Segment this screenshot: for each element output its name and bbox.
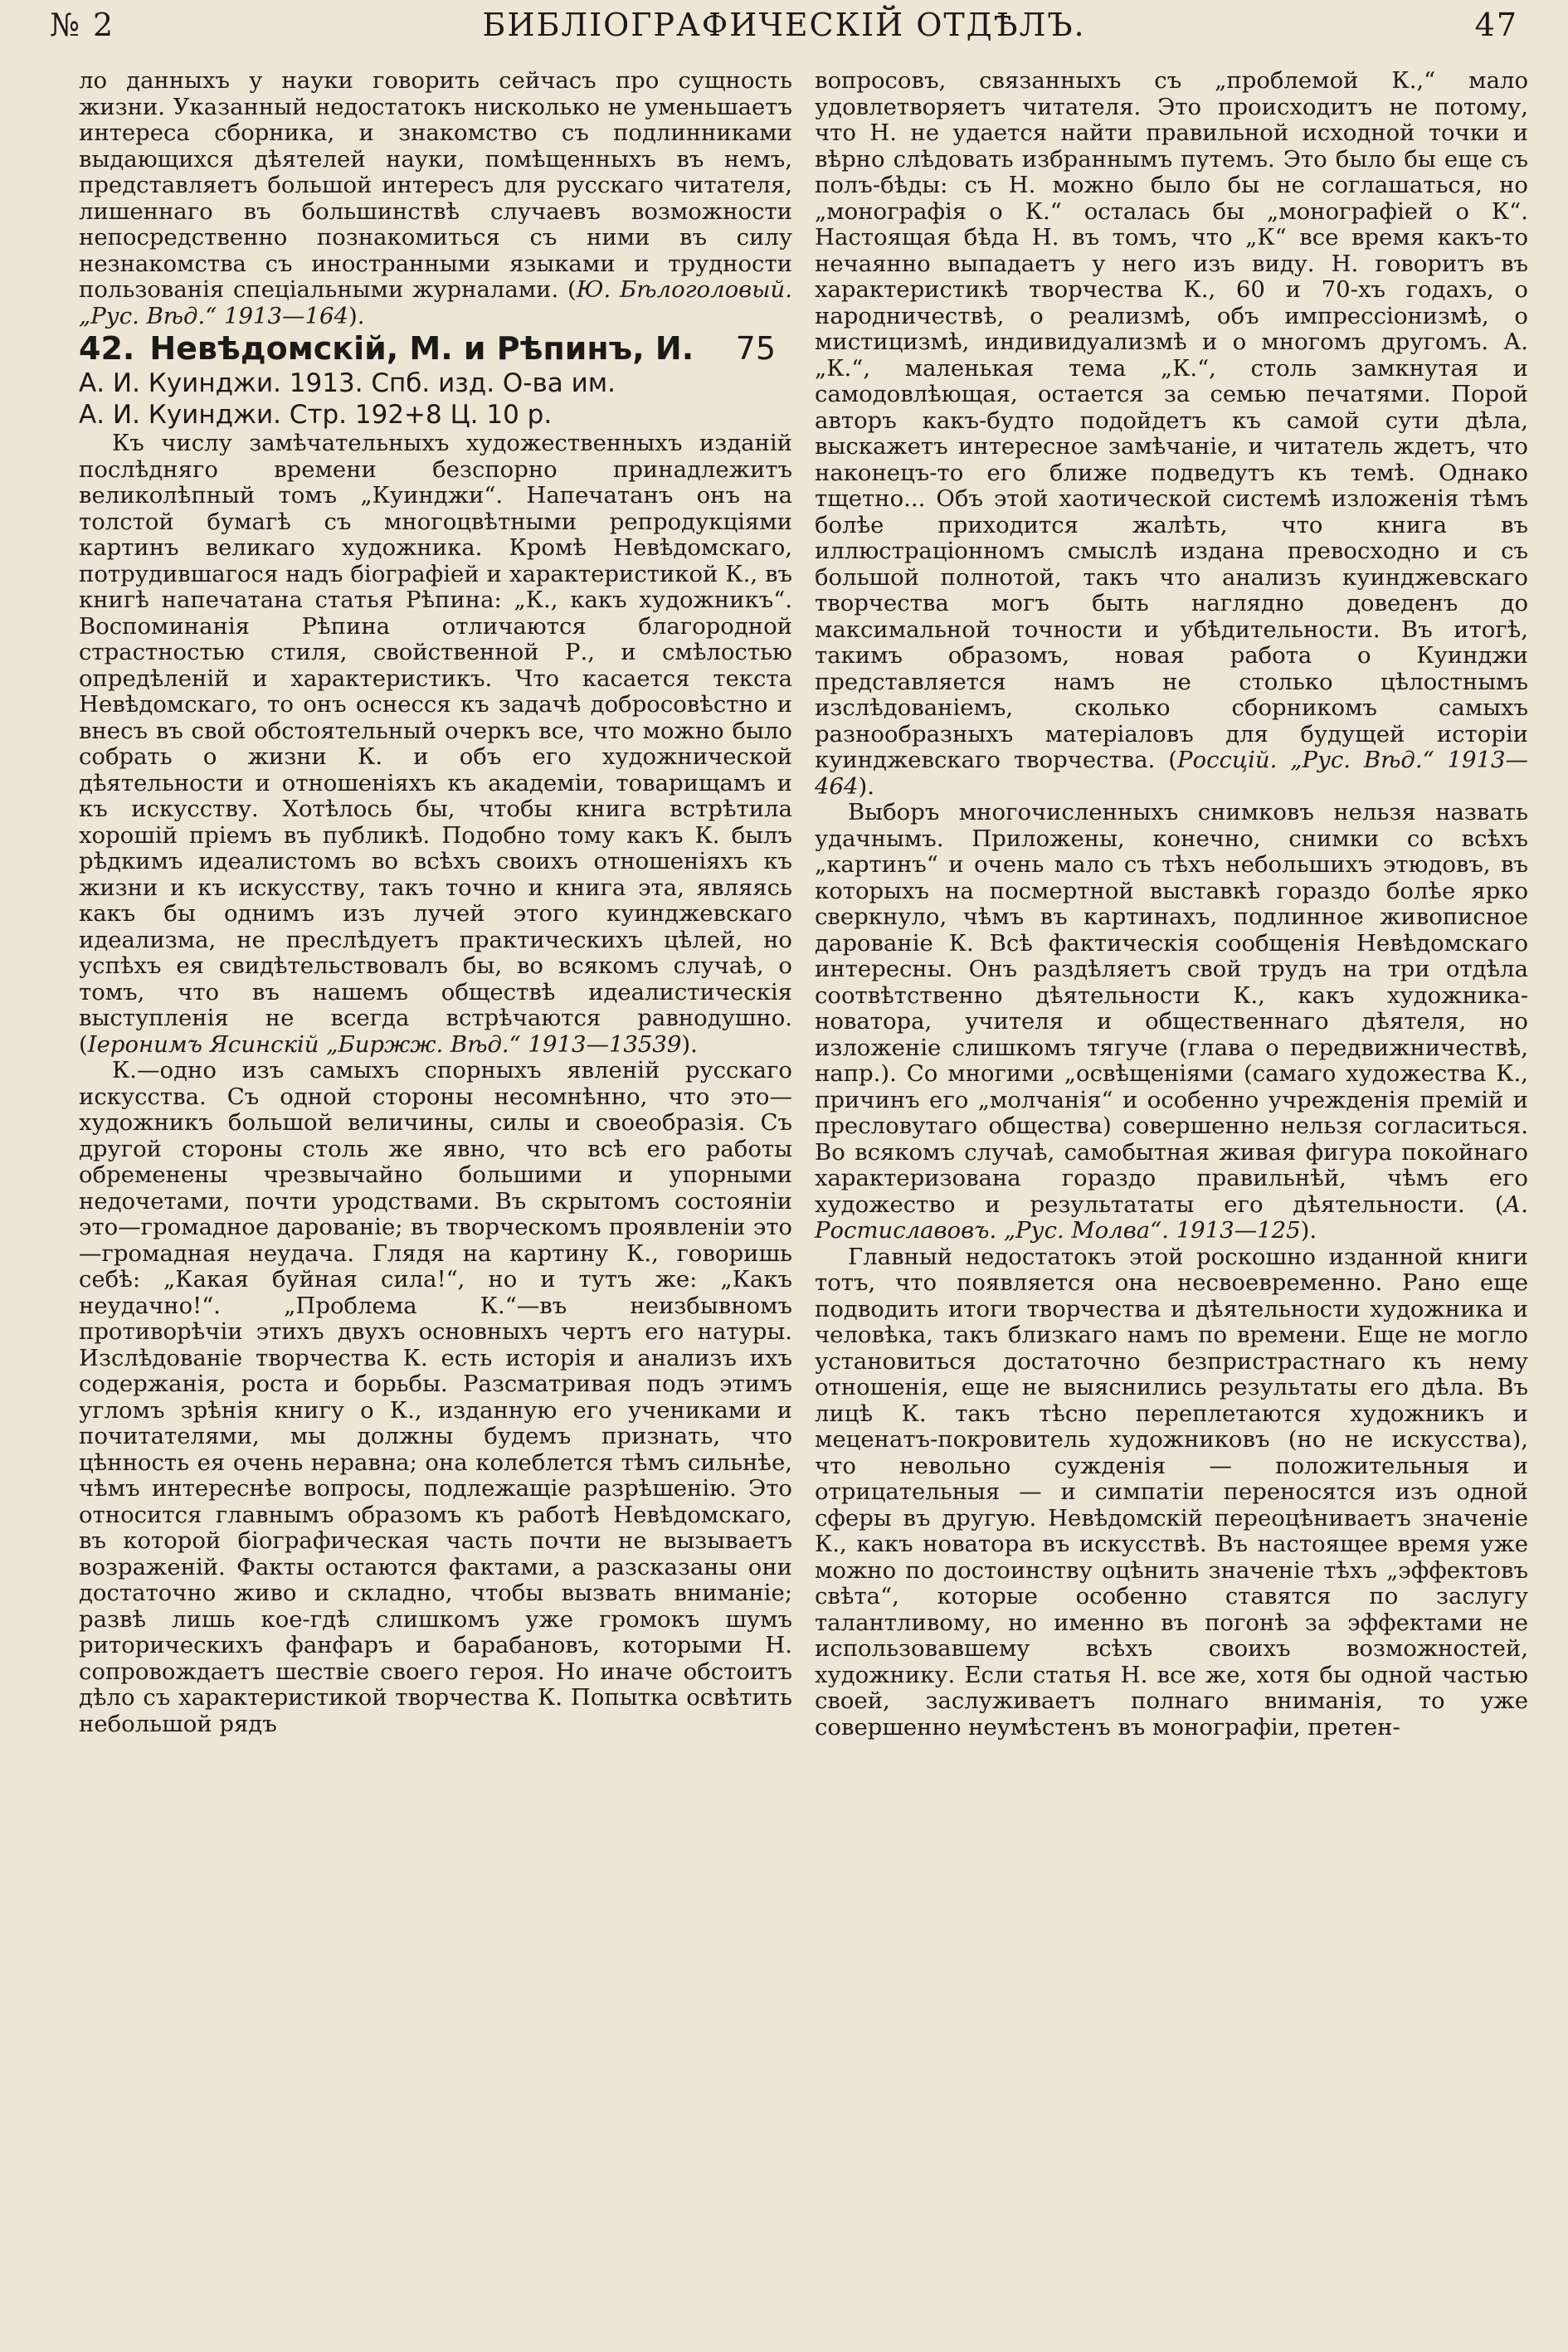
paragraph-1 <box>79 68 792 329</box>
paragraph-3 <box>79 1058 792 1737</box>
paragraph-4-citation: Россцій. „Рус. Вѣд.“ 1913—464 <box>815 747 1529 800</box>
paragraph-5-end: ). <box>1300 1217 1317 1244</box>
paragraph-2-citation: Іеронимъ Ясинскій „Биржж. Вѣд.“ 1913—13539 <box>87 1030 682 1058</box>
paragraph-2 <box>79 431 792 1058</box>
page-header <box>33 7 1535 65</box>
entry-authors: Невѣдомскій, М. и Рѣпинъ, И. <box>149 330 694 367</box>
page-number: 47 <box>1474 7 1518 43</box>
paragraph-4-text: вопросовъ, связанныхъ съ „проблемой К.,“ мало удовлетворяетъ читателя. Это происходитъ не потому, что Н. не удается найти правильной исходной точки и вѣрно слѣдовать избраннымъ путемъ. Это было бы еще съ полъ-бѣды: съ Н. можно было бы не соглашаться, но „монографія о К.“ осталась бы „монографіей о К“. Настоящая бѣда Н. въ томъ, что „К“ все время какъ-то нечаянно выпадаетъ у него изъ виду. Н. говоритъ въ характеристикѣ творчества К., 60 и 70-хъ годахъ, о народничествѣ, о реализмѣ, объ импрессіонизмѣ, о мистицизмѣ, индивидуализмѣ и о многомъ другомъ. А. „К.“, маленькая тема „К.“, столь замкнутая и самодовлѣющая, остается за семью печатями. Порой авторъ какъ-будто подойдетъ къ самой сути дѣла, выскажетъ интересное замѣчаніе, и читатель ждетъ, что наконецъ-то его ближе подведутъ къ темѣ. Однако тщетно... Объ этой хаотической системѣ изложенія тѣмъ болѣе приходится жалѣть, что книга въ иллюстраціонномъ смыслѣ издана превосходно и съ большой полнотой, такъ что анализъ куинджевскаго творчества могъ быть наглядно доведенъ до максимальной точности и убѣдительности. Въ итогѣ, такимъ образомъ, новая работа о Куинджи представляется намъ не столько цѣлостнымъ изслѣдованіемъ, сколько сборникомъ самыхъ разнообразныхъ матеріаловъ для будущей исторіи куинджевскаго творчества. ( <box>815 67 1528 773</box>
paragraph-5-citation: А. Ростиславовъ. „Рус. Молва“. 1913—125 <box>815 1191 1528 1244</box>
bibliographic-record <box>79 368 792 431</box>
biblio-line-1: А. И. Куинджи. 1913. Спб. изд. О-ва им. <box>79 368 616 398</box>
paragraph-5-text: Выборъ многочисленныхъ снимковъ нельзя назвать удачнымъ. Приложены, конечно, снимки со всѣхъ „картинъ“ и очень мало съ тѣхъ небольшихъ этюдовъ, въ которыхъ на посмертной выставкѣ гораздо болѣе ярко сверкнуло, чѣмъ въ картинахъ, подлинное живописное дарованіе К. Всѣ фактическія сообщенія Невѣдомскаго интересны. Онъ раздѣляетъ свой трудъ на три отдѣла соотвѣтственно дѣятельности К., какъ художника-новатора, учителя и общественнаго дѣятеля, но изложеніе слишкомъ тягуче (глава о передвижничествѣ, напр.). Со многими „освѣщеніями (самаго художества К., причинъ его „молчанія“ и особенно учрежденія премій и пресловутаго общества) совершенно нельзя согласиться. Во всякомъ случаѣ, самобытная живая фигура покойнаго характеризована гораздо правильнѣй, чѣмъ его художество и результататы его дѣятельности. ( <box>815 799 1528 1218</box>
paragraph-4 <box>815 68 1528 800</box>
paragraph-6 <box>815 1244 1528 1741</box>
section-title: БИБЛІОГРАФИЧЕСКІЙ ОТДѢЛЪ. <box>482 7 1086 43</box>
paragraph-1-end: ). <box>348 302 365 329</box>
paragraph-6-text: Главный недостатокъ этой роскошно изданной книги тотъ, что появляется она несвоевременно. Рано еще подводить итоги творчества и дѣятельности художника и человѣка, такъ близкаго намъ по времени. Еще не могло установиться достаточно безпристрастнаго къ нему отношенія, еще не выяснились результаты его дѣла. Въ лицѣ К. такъ тѣсно переплетаются художникъ и меценатъ-покровитель художниковъ (но не искусства), что невольно сужденія — положительныя и отрицательныя — и симпатіи переносятся изъ одной сферы въ другую. Невѣдомскій переоцѣниваетъ значеніе К., какъ новатора въ искусствѣ. Въ настоящее время уже можно по достоинству оцѣнить значеніе тѣхъ „эффектовъ свѣта“, которые особенно ставятся по заслугу талантливому, но именно въ погонѣ за эффектами не использовавшему всѣхъ своихъ возможностей, художнику. Если статья Н. все же, хотя бы одной частью своей, заслуживаетъ полнаго вниманія, то уже совершенно неумѣстенъ въ монографіи, претен- <box>815 1243 1528 1741</box>
paragraph-4-end: ). <box>858 772 874 800</box>
paragraph-3-text: К.—одно изъ самыхъ спорныхъ явленій русскаго искусства. Съ одной стороны несомнѣнно, что это—художникъ большой величины, силы и своеобразія. Съ другой стороны столь же явно, что всѣ его работы обременены чрезвычайно большими и упорными недочетами, почти уродствами. Въ скрытомъ состояніи это—громадное дарованіе; въ творческомъ проявленіи это—громадная неудача. Глядя на картину К., говоришь себѣ: „Какая буйная сила!“, но и тутъ же: „Какъ неудачно!“. „Проблема К.“—въ неизбывномъ противорѣчіи этихъ двухъ основныхъ чертъ его натуры. Изслѣдованіе творчества К. есть исторія и анализъ ихъ содержанія, роста и борьбы. Разсматривая подъ этимъ угломъ зрѣнія книгу о К., изданную его учениками и почитателями, мы должны будемъ признать, что цѣнность ея очень неравна; она колеблется тѣмъ сильнѣе, чѣмъ интереснѣе вопросы, подлежащіе разрѣшенію. Это относится главнымъ образомъ къ работѣ Невѣдомскаго, въ которой біографическая часть почти не вызываетъ возраженій. Факты остаются фактами, а разсказаны они достаточно живо и складно, чтобы вызвать вниманіе; развѣ лишь кое-гдѣ слишкомъ уже громокъ шумъ риторическихъ фанфаръ и барабановъ, которыми Н. сопровождаетъ шествіе своего героя. Но иначе обстоитъ дѣло съ характеристикой творчества К. Попытка освѣтить небольшой рядъ <box>79 1057 792 1737</box>
entry-heading <box>79 329 792 368</box>
biblio-line-2: А. И. Куинджи. Стр. 192+8 Ц. 10 р. <box>79 400 553 430</box>
paragraph-1-text: ло данныхъ у науки говорить сейчасъ про сущность жизни. Указанный недостатокъ нисколько не уменьшаетъ интереса сборника, и знакомство съ подлинниками выдающихся дѣятелей науки, помѣщенныхъ въ немъ, представляетъ большой интересъ для русскаго читателя, лишеннаго въ большинствѣ случаевъ возможности непосредственно познакомиться съ ними въ силу незнакомства съ иностранными языками и трудности пользованія спеціальными журналами. ( <box>79 67 792 303</box>
entry-number: 42. <box>79 330 135 367</box>
entry-price: 75 <box>735 330 776 367</box>
paragraph-2-text: Къ числу замѣчательныхъ художественныхъ изданій послѣдняго времени безспорно принадлежитъ великолѣпный томъ „Куинджи“. Напечатанъ онъ на толстой бумагѣ съ многоцвѣтными репродукціями картинъ великаго художника. Кромѣ Невѣдомскаго, потрудившагося надъ біографіей и характеристикой К., въ книгѣ напечатана статья Рѣпина: „К., какъ художникъ“. Воспоминанія Рѣпина отличаются благородной страстностью стиля, свойственной Р., и смѣлостью опредѣленій и характеристикъ. Что касается текста Невѣдомскаго, то онъ оснесся къ задачѣ добросовѣстно и внесъ въ свой обстоятельный очеркъ все, что можно было собрать о жизни К. и объ его художнической дѣятельности и отношеніяхъ къ академіи, товарищамъ и къ искусству. Хотѣлось бы, чтобы книга встрѣтила хорошій пріемъ въ публикѣ. Подобно тому какъ К. былъ рѣдкимъ идеалистомъ во всѣхъ своихъ отношеніяхъ къ жизни и къ искусству, такъ точно и книга эта, являясь какъ бы однимъ изъ лучей этого куинджевскаго идеализма, не преслѣдуетъ практическихъ цѣлей, но успѣхъ ея свидѣтельствовалъ бы, во всякомъ случаѣ, о томъ, что въ нашемъ обществѣ идеалистическія выступленія не всегда встрѣчаются равнодушно. ( <box>79 430 792 1058</box>
paragraph-1-citation: Ю. Бѣлоголовый. „Рус. Вѣд.“ 1913—164 <box>79 276 793 329</box>
issue-number: № 2 <box>50 7 115 43</box>
paragraph-5 <box>815 800 1528 1244</box>
right-column <box>815 68 1528 1741</box>
paragraph-2-end: ). <box>681 1030 698 1058</box>
left-column <box>79 68 792 1737</box>
